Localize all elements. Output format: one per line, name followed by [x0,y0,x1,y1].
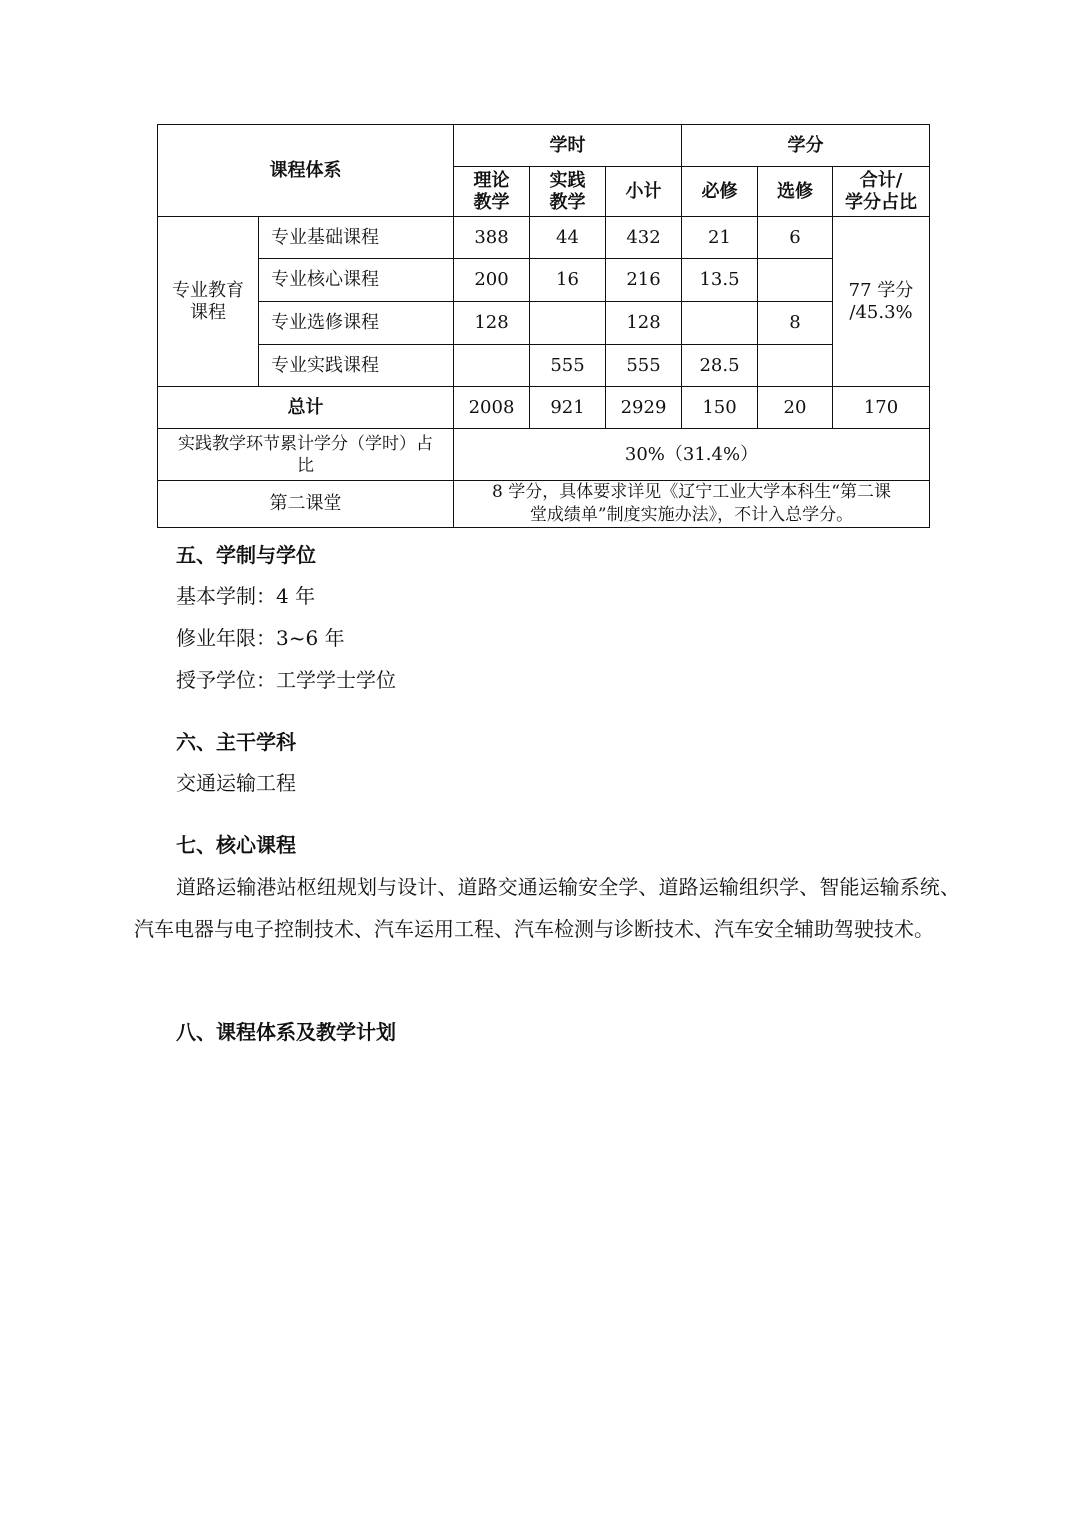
curriculum-credit-table [157,124,930,528]
theory-hours [454,345,530,387]
table-row [158,259,930,302]
header-total-ratio: 合计/ 学分占比 [833,167,930,217]
degree-line: 授予学位：工学学士学位 [176,668,396,692]
practice-ratio-label: 实践教学环节累计学分（学时）占 比 [158,429,454,481]
theory-hours: 128 [454,302,530,345]
practice-hours: 555 [530,345,606,387]
elective-credits [758,345,833,387]
section-5-title: 五、学制与学位 [176,543,316,567]
header-elective: 选修 [758,167,833,217]
course-name: 专业核心课程 [259,259,454,302]
table-row [158,302,930,345]
course-name: 专业选修课程 [259,302,454,345]
elective-credits: 6 [758,217,833,259]
total-row [158,387,930,429]
total-credits: 170 [833,387,930,429]
total-subtotal: 2929 [606,387,682,429]
required-credits: 13.5 [682,259,758,302]
core-courses-paragraph: 道路运输港站枢纽规划与设计、道路交通运输安全学、道路运输组织学、智能运输系统、汽车电器与电子控制技术、汽车运用工程、汽车检测与诊断技术、汽车安全辅助驾驶技术。 [134,875,960,941]
second-class-row [158,481,930,528]
required-credits: 21 [682,217,758,259]
table-row [158,217,930,259]
group-total-cell: 77 学分 /45.3% [833,217,930,387]
subtotal-hours: 432 [606,217,682,259]
subtotal-hours: 555 [606,345,682,387]
subtotal-hours: 128 [606,302,682,345]
required-credits [682,302,758,345]
header-theory: 理论 教学 [454,167,530,217]
total-theory: 2008 [454,387,530,429]
header-credits: 学分 [682,125,930,167]
theory-hours: 388 [454,217,530,259]
section-7-title: 七、核心课程 [176,833,296,857]
elective-credits: 8 [758,302,833,345]
group-label-cell: 专业教育 课程 [158,217,259,387]
total-elective: 20 [758,387,833,429]
second-class-value: 8 学分，具体要求详见《辽宁工业大学本科生“第二课 堂成绩单”制度实施办法》，不计入总学分。 [454,481,930,528]
duration-line: 基本学制：4 年 [176,584,316,608]
practice-ratio-row [158,429,930,481]
table-header-row-1 [158,125,930,167]
practice-hours: 44 [530,217,606,259]
study-years-line: 修业年限：3~6 年 [176,626,345,650]
second-class-label: 第二课堂 [158,481,454,528]
total-practice: 921 [530,387,606,429]
practice-ratio-value: 30%（31.4%） [454,429,930,481]
subtotal-hours: 216 [606,259,682,302]
main-discipline: 交通运输工程 [176,771,296,795]
section-8-title: 八、课程体系及教学计划 [176,1020,396,1044]
elective-credits [758,259,833,302]
practice-hours: 16 [530,259,606,302]
header-course-system: 课程体系 [158,125,454,217]
course-name: 专业实践课程 [259,345,454,387]
required-credits: 28.5 [682,345,758,387]
header-hours: 学时 [454,125,682,167]
practice-hours [530,302,606,345]
theory-hours: 200 [454,259,530,302]
header-practice: 实践 教学 [530,167,606,217]
course-name: 专业基础课程 [259,217,454,259]
header-required: 必修 [682,167,758,217]
section-6-title: 六、主干学科 [176,730,296,754]
total-required: 150 [682,387,758,429]
header-subtotal: 小计 [606,167,682,217]
total-label: 总计 [158,387,454,429]
table-row [158,345,930,387]
